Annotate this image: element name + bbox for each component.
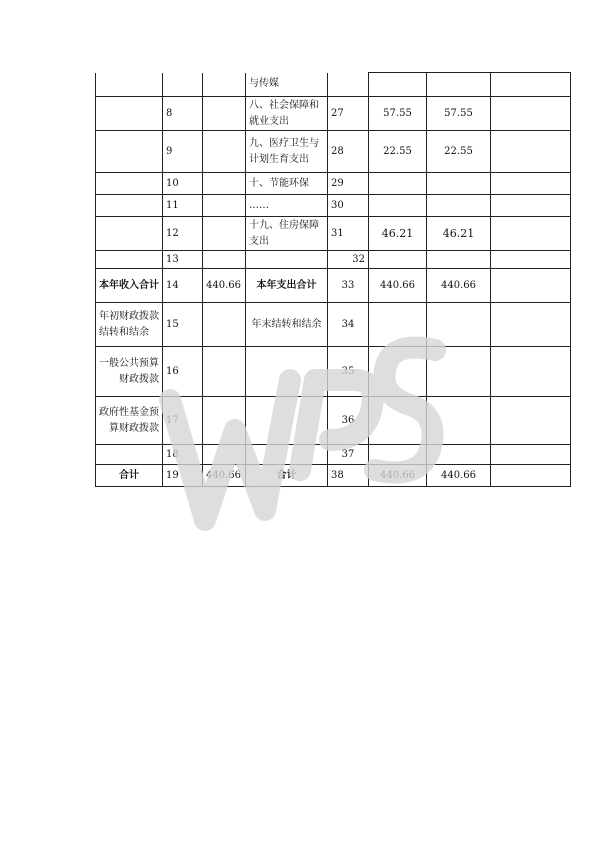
cell-label xyxy=(96,251,163,269)
cell-amount: 22.55 xyxy=(427,131,491,173)
cell-index: 18 xyxy=(163,445,203,465)
table-row xyxy=(96,397,571,445)
table-row xyxy=(96,131,571,173)
table-row xyxy=(96,73,571,97)
cell-label: 本年收入合计 xyxy=(96,269,163,303)
cell-amount xyxy=(427,251,491,269)
cell-amount xyxy=(203,397,246,445)
cell-amount xyxy=(203,97,246,131)
cell-index: 19 xyxy=(163,465,203,487)
cell-index: 14 xyxy=(163,269,203,303)
cell-amount xyxy=(203,347,246,397)
cell-amount xyxy=(369,347,427,397)
cell-amount xyxy=(369,195,427,217)
cell-amount xyxy=(491,131,571,173)
cell-amount: 22.55 xyxy=(369,131,427,173)
cell-item: …… xyxy=(246,195,328,217)
cell-amount: 440.66 xyxy=(203,269,246,303)
cell-index xyxy=(328,73,369,97)
cell-amount xyxy=(203,173,246,195)
cell-amount: 57.55 xyxy=(427,97,491,131)
cell-amount xyxy=(427,303,491,347)
cell-amount xyxy=(369,397,427,445)
cell-index: 31 xyxy=(328,217,369,251)
financial-table xyxy=(95,72,571,487)
cell-index: 17 xyxy=(163,397,203,445)
cell-item: 年末结转和结余 xyxy=(246,303,328,347)
cell-index: 35 xyxy=(328,347,369,397)
cell-item xyxy=(246,445,328,465)
cell-amount xyxy=(427,195,491,217)
cell-item: 八、社会保障和就业支出 xyxy=(246,97,328,131)
cell-index: 28 xyxy=(328,131,369,173)
cell-index: 12 xyxy=(163,217,203,251)
cell-index xyxy=(163,73,203,97)
cell-label xyxy=(96,445,163,465)
cell-label xyxy=(96,195,163,217)
cell-amount: 440.66 xyxy=(427,465,491,487)
cell-amount xyxy=(491,303,571,347)
cell-index: 36 xyxy=(328,397,369,445)
cell-index: 11 xyxy=(163,195,203,217)
cell-amount xyxy=(491,97,571,131)
cell-amount xyxy=(427,397,491,445)
table-row xyxy=(96,303,571,347)
cell-label xyxy=(96,97,163,131)
cell-index: 38 xyxy=(328,465,369,487)
table-row xyxy=(96,445,571,465)
cell-amount xyxy=(491,217,571,251)
cell-amount xyxy=(491,73,571,97)
cell-amount xyxy=(203,217,246,251)
table-row xyxy=(96,269,571,303)
cell-amount xyxy=(491,269,571,303)
cell-amount: 46.21 xyxy=(369,217,427,251)
cell-amount xyxy=(203,195,246,217)
table-row xyxy=(96,195,571,217)
cell-amount xyxy=(427,73,491,97)
cell-amount: 440.66 xyxy=(427,269,491,303)
cell-amount xyxy=(203,445,246,465)
cell-item: 九、医疗卫生与计划生育支出 xyxy=(246,131,328,173)
cell-index: 37 xyxy=(328,445,369,465)
cell-label xyxy=(96,131,163,173)
cell-label xyxy=(96,173,163,195)
cell-index: 33 xyxy=(328,269,369,303)
cell-amount xyxy=(491,173,571,195)
cell-index: 9 xyxy=(163,131,203,173)
cell-label xyxy=(96,217,163,251)
cell-amount xyxy=(203,251,246,269)
cell-index: 16 xyxy=(163,347,203,397)
cell-label: 合计 xyxy=(96,465,163,487)
cell-amount xyxy=(491,347,571,397)
cell-amount: 440.66 xyxy=(369,269,427,303)
cell-label: 年初财政拨款结转和结余 xyxy=(96,303,163,347)
cell-item xyxy=(246,397,328,445)
cell-index: 32 xyxy=(328,251,369,269)
cell-amount xyxy=(491,397,571,445)
cell-index: 8 xyxy=(163,97,203,131)
cell-amount xyxy=(427,347,491,397)
cell-index: 34 xyxy=(328,303,369,347)
table-row xyxy=(96,97,571,131)
cell-amount xyxy=(491,251,571,269)
cell-index: 30 xyxy=(328,195,369,217)
cell-amount xyxy=(203,73,246,97)
cell-amount xyxy=(369,445,427,465)
cell-item: 十九、住房保障支出 xyxy=(246,217,328,251)
cell-item: 十、节能环保 xyxy=(246,173,328,195)
table-row xyxy=(96,465,571,487)
cell-amount xyxy=(427,445,491,465)
cell-label: 政府性基金预算财政拨款 xyxy=(96,397,163,445)
cell-amount: 57.55 xyxy=(369,97,427,131)
cell-amount xyxy=(203,303,246,347)
cell-amount xyxy=(369,173,427,195)
cell-amount: 46.21 xyxy=(427,217,491,251)
cell-amount xyxy=(491,465,571,487)
cell-index: 13 xyxy=(163,251,203,269)
cell-label: 一般公共预算财政拨款 xyxy=(96,347,163,397)
cell-amount: 440.66 xyxy=(369,465,427,487)
table-row xyxy=(96,347,571,397)
cell-item: 合计 xyxy=(246,465,328,487)
cell-amount xyxy=(369,251,427,269)
cell-index: 27 xyxy=(328,97,369,131)
cell-item xyxy=(246,251,328,269)
cell-amount: 440.66 xyxy=(203,465,246,487)
cell-amount xyxy=(427,173,491,195)
cell-amount xyxy=(491,195,571,217)
cell-label xyxy=(96,73,163,97)
cell-item xyxy=(246,347,328,397)
table-row xyxy=(96,251,571,269)
cell-amount xyxy=(369,73,427,97)
cell-index: 29 xyxy=(328,173,369,195)
cell-item: 本年支出合计 xyxy=(246,269,328,303)
cell-index: 10 xyxy=(163,173,203,195)
cell-amount xyxy=(491,445,571,465)
table-row xyxy=(96,217,571,251)
cell-amount xyxy=(369,303,427,347)
cell-item: 与传媒 xyxy=(246,73,328,97)
cell-amount xyxy=(203,131,246,173)
table-row xyxy=(96,173,571,195)
cell-index: 15 xyxy=(163,303,203,347)
